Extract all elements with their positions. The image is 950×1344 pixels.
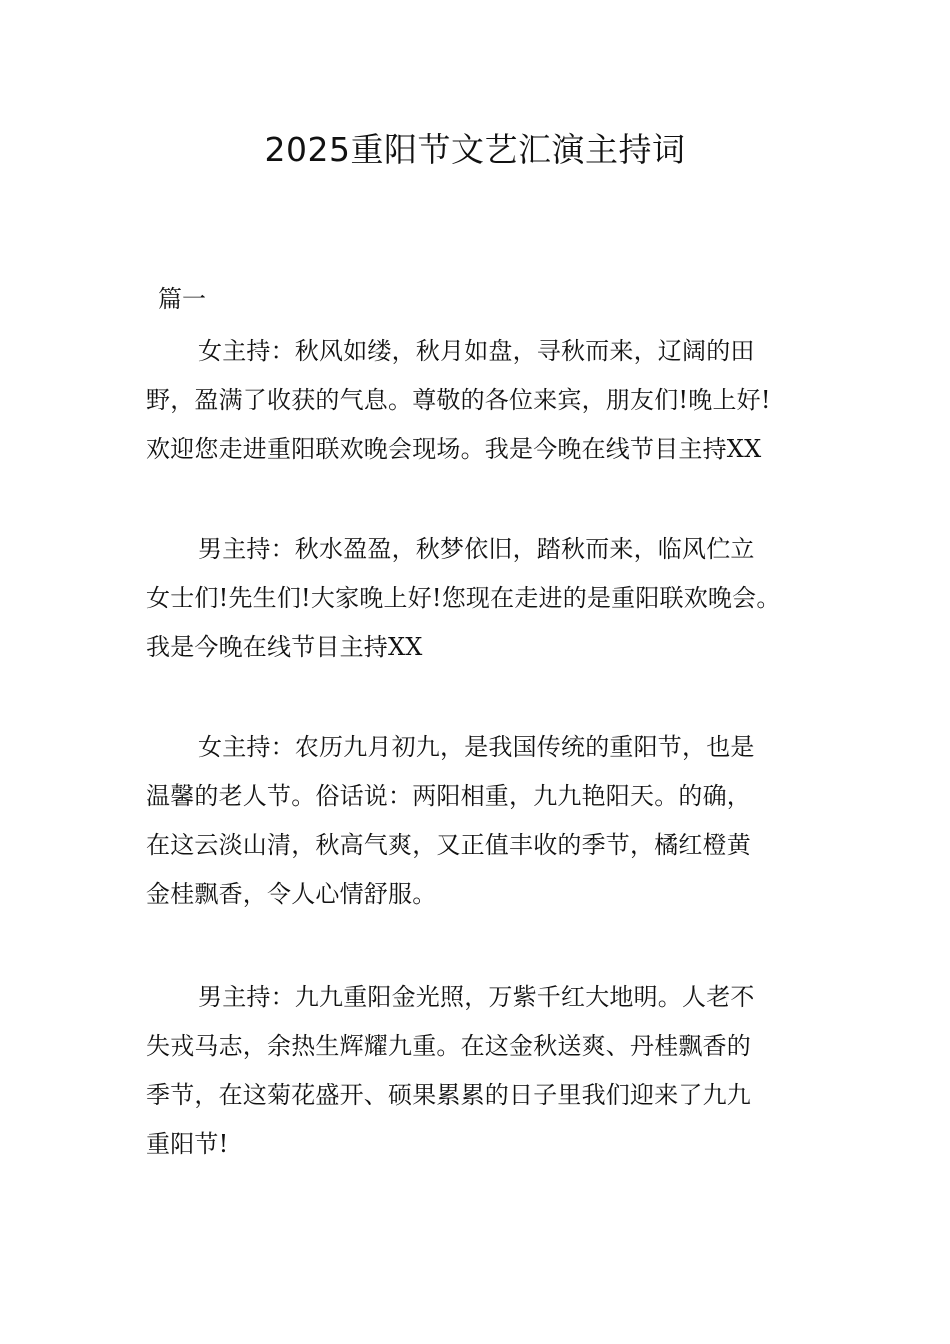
paragraph-line: 温馨的老人节。俗话说：两阳相重，九九艳阳天。的确， [146,782,751,810]
document-title: 2025重阳节文艺汇演主持词 [264,130,686,169]
paragraph-line: 男主持：九九重阳金光照，万紫千红大地明。人老不 [198,983,755,1011]
paragraph-4 [146,973,836,1169]
section-label: 篇一 [158,285,206,313]
paragraph-line: 野，盈满了收获的气息。尊敬的各位来宾，朋友们!晚上好! [146,386,771,414]
paragraph-line: 欢迎您走进重阳联欢晚会现场。我是今晚在线节目主持XX [146,435,762,463]
paragraph-line: 金桂飘香，令人心情舒服。 [146,880,437,908]
paragraph-line: 女士们!先生们!大家晚上好!您现在走进的是重阳联欢晚会。 [146,584,781,612]
paragraph-1 [146,327,836,474]
paragraph-line: 季节，在这菊花盛开、硕果累累的日子里我们迎来了九九 [146,1081,751,1109]
paragraph-3 [146,723,836,919]
paragraph-line: 我是今晚在线节目主持XX [146,633,423,661]
paragraph-line: 重阳节! [146,1130,229,1158]
paragraph-line: 男主持：秋水盈盈，秋梦依旧，踏秋而来，临风伫立 [198,535,755,563]
paragraph-line: 在这云淡山清，秋高气爽，又正值丰收的季节，橘红橙黄 [146,831,751,859]
paragraph-line: 女主持：农历九月初九，是我国传统的重阳节，也是 [198,733,755,761]
paragraph-line: 失戎马志，余热生辉耀九重。在这金秋送爽、丹桂飘香的 [146,1032,751,1060]
paragraph-2 [146,525,836,672]
paragraph-line: 女主持：秋风如缕，秋月如盘，寻秋而来，辽阔的田 [198,337,755,365]
